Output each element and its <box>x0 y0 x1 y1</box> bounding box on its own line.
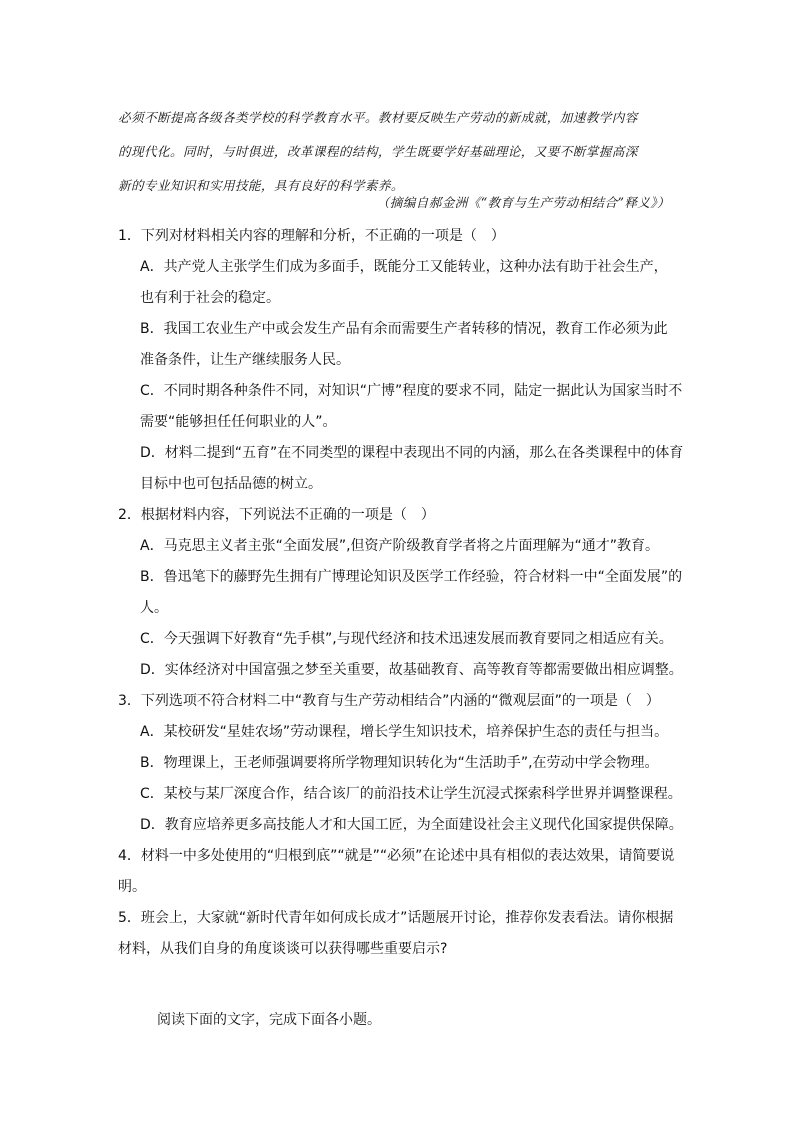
option-b: B．物理课上，王老师强调要将所学物理知识转化为“生活助手”,在劳动中学会物理。 <box>140 755 659 771</box>
question-stem: 2．根据材料内容，下列说法不正确的一项是（ ） <box>118 507 435 523</box>
option-d: D．材料二提到“五育”在不同类型的课程中表现出不同的内涵，那么在各类课程中的体育 目标中也可包括品德的树立。 <box>140 445 684 492</box>
question-stem: 4．材料一中多处使用的“归根到底”“就是”“必须”在论述中具有相似的表达效果，请简要说 明。 <box>118 848 675 895</box>
reading-instruction: 阅读下面的文字，完成下面各小题。 <box>157 1012 381 1028</box>
question-list <box>118 221 688 965</box>
passage-source: （摘编自郝金洲《“教育与生产劳动相结合”释义》） <box>376 195 670 210</box>
option-d: D．实体经济对中国富强之梦至关重要，故基础教育、高等教育等都需要做出相应调整。 <box>140 662 683 678</box>
passage-line: 新的专业知识和实用技能，具有良好的科学素养。 <box>118 178 404 193</box>
passage-line: 的现代化。同时，与时俱进，改革课程的结构，学生既要学好基础理论，又要不断掌握高深 <box>118 144 638 159</box>
question-4 <box>118 841 688 903</box>
question-3 <box>118 686 688 841</box>
option-a: A．马克思主义者主张“全面发展”,但资产阶级教育学者将之片面理解为“通才”教育。 <box>140 538 660 554</box>
question-2 <box>118 500 688 686</box>
option-c: C．某校与某厂深度合作，结合该厂的前沿技术让学生沉浸式探索科学世界并调整课程。 <box>140 786 682 802</box>
option-a: A．共产党人主张学生们成为多面手，既能分工又能转业，这种办法有助于社会生产， 也有利于社会的稳定。 <box>140 259 668 306</box>
option-c: C．今天强调下好教育“先手棋”,与现代经济和技术迅速发展而教育要同之相适应有关。 <box>140 631 673 647</box>
option-b: B．我国工农业生产中或会发生产品有余而需要生产者转移的情况，教育工作必须为此 准备条件，让生产继续服务人民。 <box>140 321 668 368</box>
question-stem: 1．下列对材料相关内容的理解和分析，不正确的一项是（ ） <box>118 228 505 244</box>
option-a: A．某校研发“星娃农场”劳动课程，增长学生知识技术，培养保护生态的责任与担当。 <box>140 724 669 740</box>
question-1 <box>118 221 688 500</box>
question-stem: 3．下列选项不符合材料二中“教育与生产劳动相结合”内涵的“微观层面”的一项是（ ） <box>118 693 660 709</box>
question-stem: 5．班会上，大家就“新时代青年如何成长成才”话题展开讨论，推荐你发表看法。请你根据 材料，从我们自身的角度谈谈可以获得哪些重要启示? <box>118 910 674 957</box>
option-c: C．不同时期各种条件不同，对知识“广博”程度的要求不同，陆定一据此认为国家当时不 需要“能够担任任何职业的人”。 <box>140 383 683 430</box>
passage-excerpt <box>118 101 678 203</box>
option-b: B．鲁迅笔下的藤野先生拥有广博理论知识及医学工作经验，符合材料一中“全面发展”的 人。 <box>140 569 683 616</box>
question-5 <box>118 903 688 965</box>
option-d: D．教育应培养更多高技能人才和大国工匠，为全面建设社会主义现代化国家提供保障。 <box>140 817 683 833</box>
passage-line: 必须不断提高各级各类学校的科学教育水平。教材要反映生产劳动的新成就，加速教学内容 <box>118 110 638 125</box>
